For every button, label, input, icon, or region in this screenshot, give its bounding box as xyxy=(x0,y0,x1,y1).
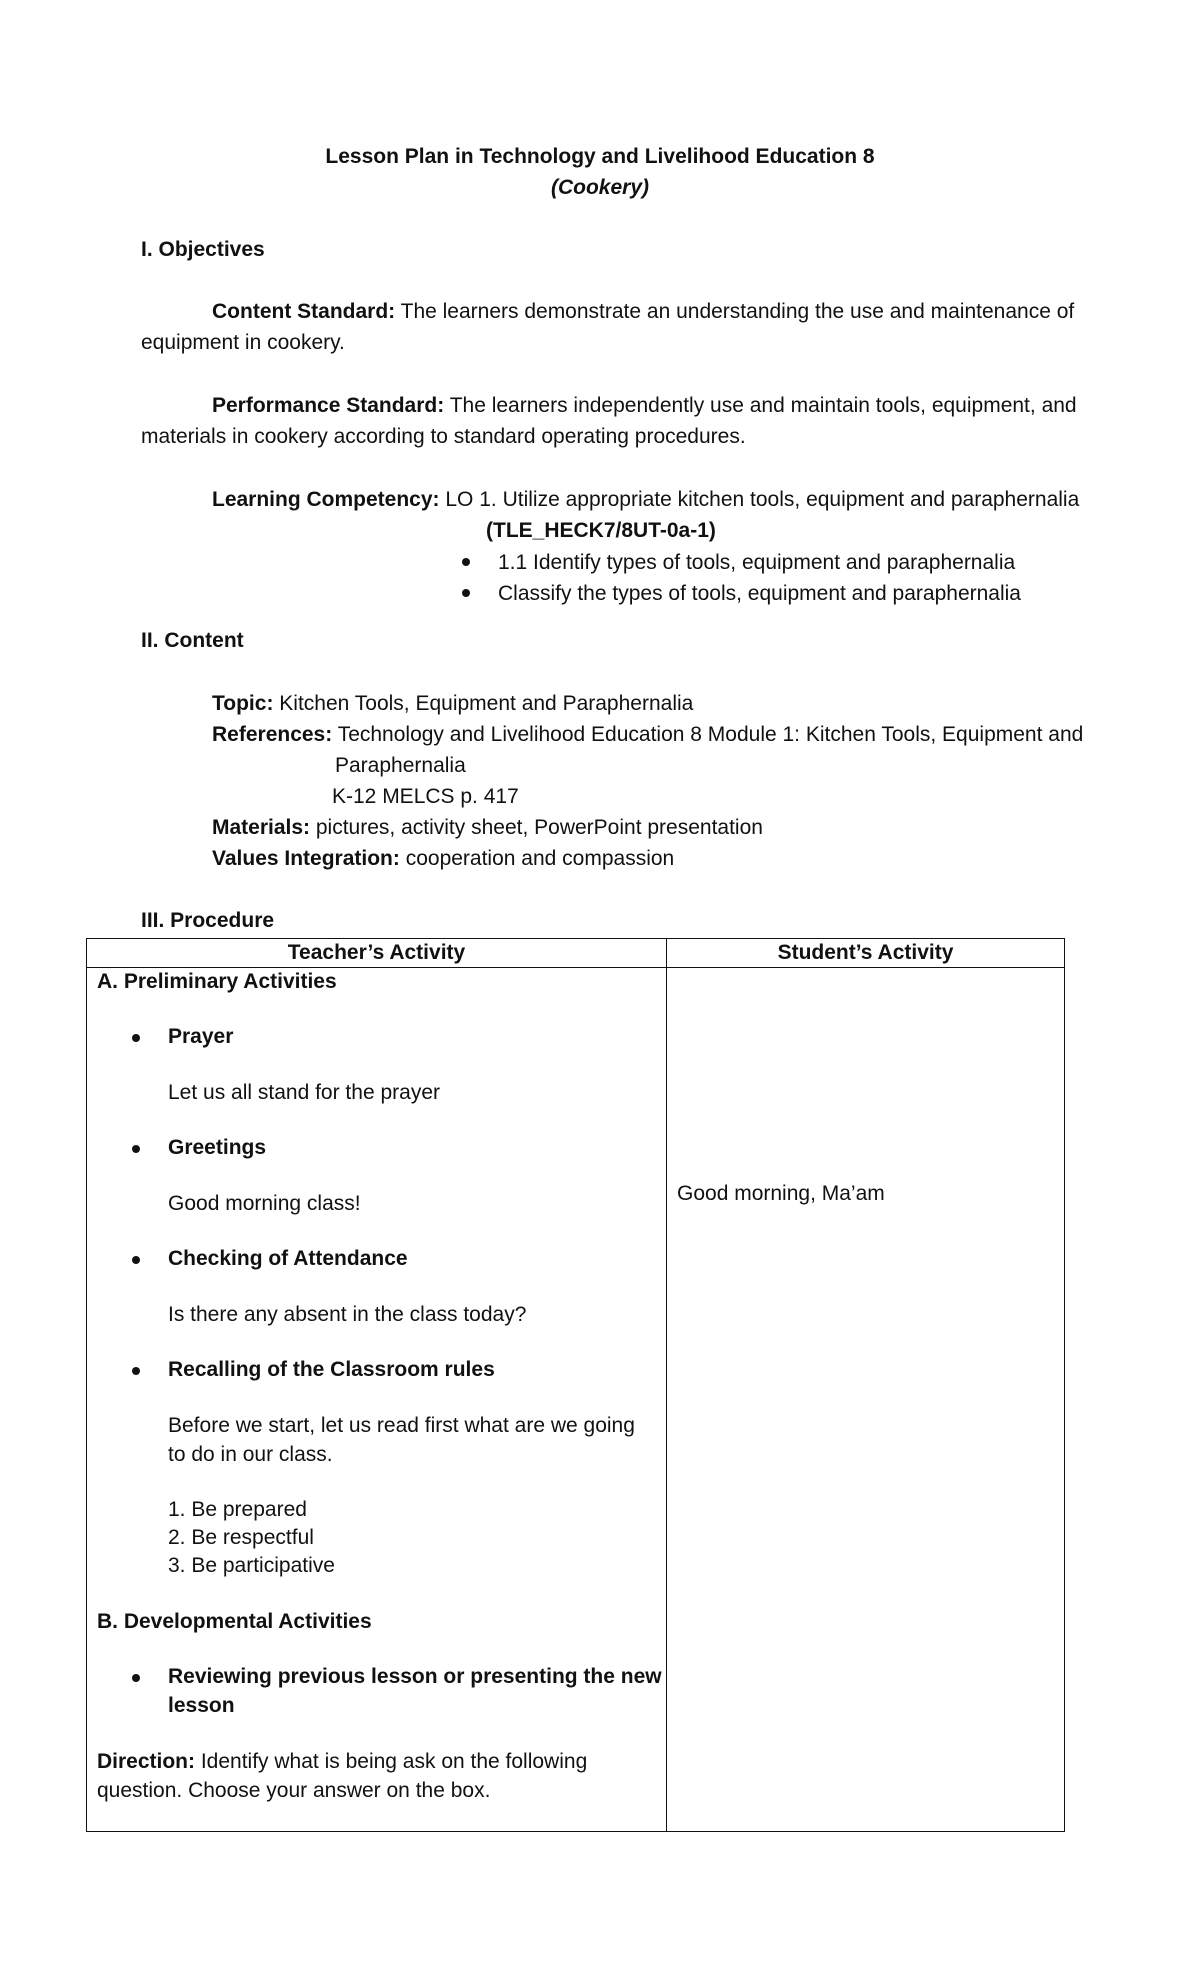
review-label-cont: lesson xyxy=(168,1694,235,1717)
greetings-label: Greetings xyxy=(168,1136,267,1159)
objectives-heading: I. Objectives xyxy=(141,238,265,261)
values-text: cooperation and compassion xyxy=(399,847,675,870)
prayer-label: Prayer xyxy=(168,1025,234,1048)
content-standard-text-cont: equipment in cookery. xyxy=(141,331,345,354)
direction-text: Identify what is being ask on the following xyxy=(195,1750,588,1773)
student-activity-header: Student’s Activity xyxy=(667,939,1065,968)
bullet-icon xyxy=(132,1674,140,1682)
prayer-text: Let us all stand for the prayer xyxy=(168,1081,440,1104)
preliminary-heading: A. Preliminary Activities xyxy=(97,970,337,993)
bullet-icon xyxy=(132,1256,140,1264)
content-standard-label: Content Standard: xyxy=(212,300,396,323)
learning-competency-line xyxy=(212,485,1079,515)
references-line xyxy=(212,720,1083,750)
procedure-table xyxy=(86,938,1065,1832)
attendance-text: Is there any absent in the class today? xyxy=(168,1303,527,1326)
content-standard-text: The learners demonstrate an understanding the use and maintenance of xyxy=(395,300,1075,323)
values-line xyxy=(212,844,674,874)
topic-line xyxy=(212,689,693,719)
topic-label: Topic: xyxy=(212,692,274,715)
competency-code: (TLE_HECK7/8UT-0a-1) xyxy=(486,519,716,542)
direction-line xyxy=(97,1748,587,1776)
teacher-activity-header: Teacher’s Activity xyxy=(87,939,667,968)
references-text-cont: Paraphernalia xyxy=(335,754,466,777)
materials-label: Materials: xyxy=(212,816,311,839)
rule-item: 2. Be respectful xyxy=(168,1526,314,1549)
content-standard-line xyxy=(212,297,1074,327)
learning-competency-label: Learning Competency: xyxy=(212,488,440,511)
references-text: Technology and Livelihood Education 8 Module 1: Kitchen Tools, Equipment and xyxy=(332,723,1084,746)
student-greeting: Good morning, Ma’am xyxy=(677,1182,885,1205)
review-label: Reviewing previous lesson or presenting the new xyxy=(168,1665,662,1688)
bullet-icon xyxy=(132,1145,140,1153)
competency-item: Classify the types of tools, equipment and paraphernalia xyxy=(498,582,1021,605)
bullet-icon xyxy=(132,1367,140,1375)
rules-text-cont: to do in our class. xyxy=(168,1443,333,1466)
rules-label: Recalling of the Classroom rules xyxy=(168,1358,495,1381)
performance-standard-text-cont: materials in cookery according to standard operating procedures. xyxy=(141,425,746,448)
bullet-icon xyxy=(462,558,470,566)
student-activity-cell xyxy=(667,968,1065,1832)
performance-standard-line xyxy=(212,391,1077,421)
learning-competency-text: LO 1. Utilize appropriate kitchen tools, equipment and paraphernalia xyxy=(439,488,1080,511)
rule-item: 3. Be participative xyxy=(168,1554,335,1577)
references-label: References: xyxy=(212,723,333,746)
attendance-label: Checking of Attendance xyxy=(168,1247,408,1270)
competency-item: 1.1 Identify types of tools, equipment and paraphernalia xyxy=(498,551,1016,574)
rules-text: Before we start, let us read first what are we going xyxy=(168,1414,635,1437)
references-melcs: K-12 MELCS p. 417 xyxy=(332,785,519,808)
performance-standard-label: Performance Standard: xyxy=(212,394,445,417)
teacher-activity-cell xyxy=(87,968,667,1832)
direction-label: Direction: xyxy=(97,1750,196,1773)
content-heading: II. Content xyxy=(141,629,244,652)
page-title: Lesson Plan in Technology and Livelihood Education 8 xyxy=(325,145,875,168)
bullet-icon xyxy=(462,589,470,597)
greetings-text: Good morning class! xyxy=(168,1192,361,1215)
developmental-heading: B. Developmental Activities xyxy=(97,1610,372,1633)
values-label: Values Integration: xyxy=(212,847,400,870)
materials-line xyxy=(212,813,763,843)
direction-text-cont: question. Choose your answer on the box. xyxy=(97,1779,491,1802)
performance-standard-text: The learners independently use and maintain tools, equipment, and xyxy=(444,394,1077,417)
materials-text: pictures, activity sheet, PowerPoint presentation xyxy=(310,816,763,839)
bullet-icon xyxy=(132,1034,140,1042)
page-subtitle: (Cookery) xyxy=(550,176,650,199)
rule-item: 1. Be prepared xyxy=(168,1498,307,1521)
procedure-heading: III. Procedure xyxy=(141,909,275,932)
topic-text: Kitchen Tools, Equipment and Paraphernalia xyxy=(273,692,694,715)
